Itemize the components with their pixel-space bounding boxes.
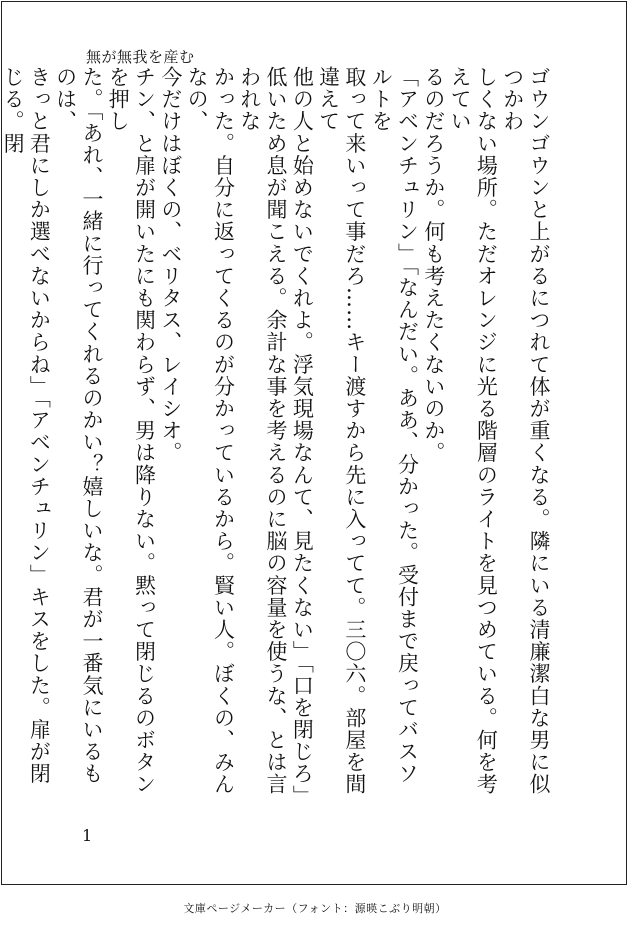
body-line: 今だけはぼくの、ベリタス、レイシオ。 — [158, 66, 183, 464]
running-header-title: 無が無我を産む — [86, 48, 195, 66]
footer-credit: 文庫ページメーカー（フォント：源暎こぶり明朝） — [183, 902, 447, 915]
body-line: 取って来いって事だろ……キー渡すから先に入ってて。三〇六。部屋を間違えて — [316, 66, 367, 796]
body-line: しくない場所。ただオレンジに光る階層のライトを見つめている。何を考えてい — [448, 66, 499, 796]
body-line: ゴウンゴウンと上がるにつれて体が重くなる。隣にいる清廉潔白な男に似つかわ — [500, 66, 551, 796]
body-text — [1, 66, 552, 807]
body-line: 他の人と始めないでくれよ。浮気現場なんて、見たくない」「口を閉じろ」 — [290, 66, 315, 807]
page-number: 1 — [82, 826, 93, 845]
page-frame — [1, 1, 627, 885]
body-line: 「アベンチュリン」「なんだい。ああ、分かった。受付まで戻ってバスソルトを — [369, 66, 420, 785]
body-line: チン、と扉が開いたにも関わらず、男は降りない。黙って閉じるのボタンを押し — [106, 66, 157, 796]
body-line: 低いため息が聞こえる。余計な事を考えるのに脳の容量を使うな、とは言われな — [237, 66, 289, 796]
body-line: た。「あれ、一緒に行ってくれるのかい？嬉しいな。君が一番気にいるものは、 — [53, 66, 104, 785]
body-line: きっと君にしか選べないからね」「アベンチュリン」キスをした。扉が閉じる。閉 — [1, 66, 52, 785]
body-line: るのだろうか。何も考えたくないのか。 — [421, 66, 446, 464]
body-line: かった。自分に返ってくるのが分かっているから。賢い人。ぼくの、みんなの、 — [185, 66, 236, 796]
